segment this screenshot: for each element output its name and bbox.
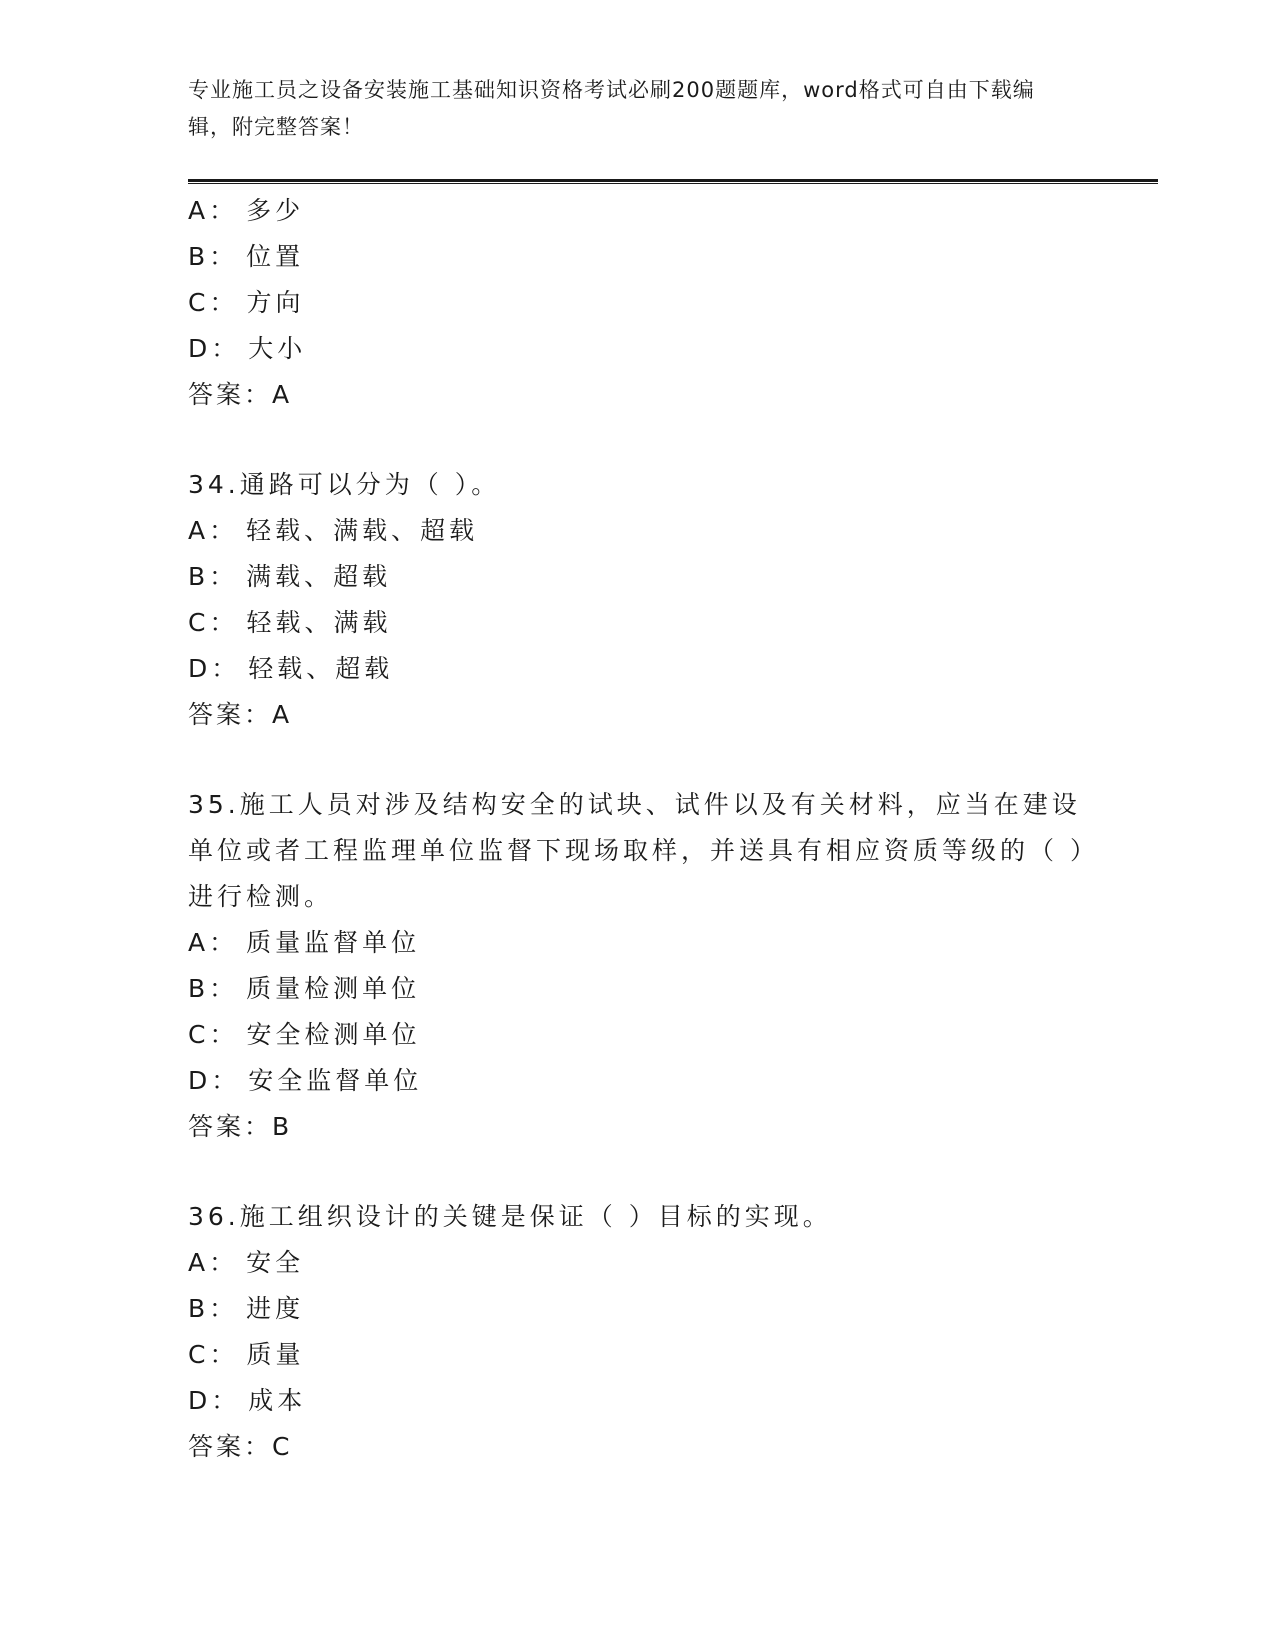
page-header xyxy=(188,72,1068,146)
answer-value: A xyxy=(272,700,293,729)
option-b: B： 满载、超载 xyxy=(188,562,392,591)
option-b: B： 进度 xyxy=(188,1294,305,1323)
option-d: D： 大小 xyxy=(188,334,307,363)
option-d: D： 成本 xyxy=(188,1386,307,1415)
option-a: A： 质量监督单位 xyxy=(188,928,421,957)
header-divider xyxy=(188,179,1158,184)
option-c: C： 方向 xyxy=(188,288,305,317)
answer-line xyxy=(188,1424,1088,1470)
question-block-35 xyxy=(188,782,1088,1150)
option-b: B： 位置 xyxy=(188,242,305,271)
document-title: 专业施工员之设备安装施工基础知识资格考试必刷200题题库，word格式可自由下载编辑，附完整答案！ xyxy=(188,78,1035,139)
question-text: 35.施工人员对涉及结构安全的试块、试件以及有关材料，应当在建设单位或者工程监理单位监督下现场取样，并送具有相应资质等级的（ ）进行检测。 xyxy=(188,790,1087,911)
answer-label: 答案： xyxy=(188,1112,273,1141)
option-c: C： 安全检测单位 xyxy=(188,1020,421,1049)
answer-line xyxy=(188,372,1088,418)
option-a: A： 安全 xyxy=(188,1248,305,1277)
answer-value: B xyxy=(272,1112,293,1141)
answer-line xyxy=(188,692,1088,738)
question-text: 34.通路可以分为（ ）。 xyxy=(188,470,501,499)
answer-label: 答案： xyxy=(188,380,273,409)
option-c: C： 轻载、满载 xyxy=(188,608,392,637)
answer-label: 答案： xyxy=(188,700,273,729)
option-d: D： 轻载、超载 xyxy=(188,654,394,683)
answer-value: C xyxy=(272,1432,293,1461)
answer-value: A xyxy=(272,380,293,409)
question-block-36 xyxy=(188,1194,1088,1470)
question-block-34 xyxy=(188,462,1088,738)
question-list xyxy=(188,188,1088,1470)
option-d: D： 安全监督单位 xyxy=(188,1066,423,1095)
answer-line xyxy=(188,1104,1088,1150)
option-a: A： 多少 xyxy=(188,196,305,225)
question-block-prev xyxy=(188,188,1088,418)
option-c: C： 质量 xyxy=(188,1340,305,1369)
answer-label: 答案： xyxy=(188,1432,273,1461)
option-a: A： 轻载、满载、超载 xyxy=(188,516,479,545)
question-text: 36.施工组织设计的关键是保证（ ）目标的实现。 xyxy=(188,1202,832,1231)
option-b: B： 质量检测单位 xyxy=(188,974,421,1003)
